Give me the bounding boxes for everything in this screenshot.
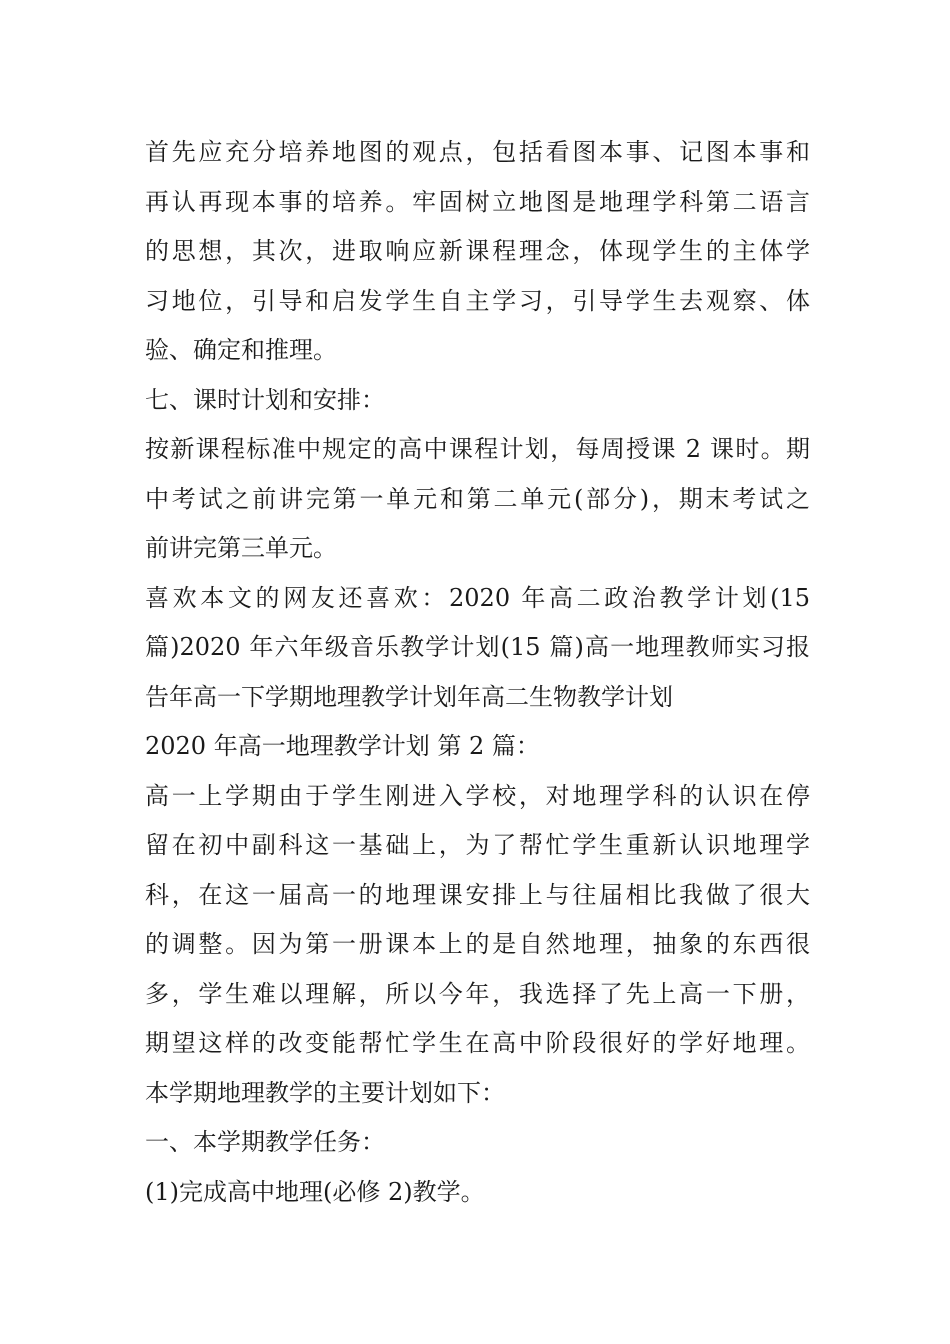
text-line: 的思想，其次，进取响应新课程理念，体现学生的主体学 — [145, 237, 810, 265]
article-heading: 2020 年高一地理教学计划 第 2 篇： — [145, 732, 540, 760]
text-line: 习地位，引导和启发学生自主学习，引导学生去观察、体 — [145, 286, 810, 315]
document-body — [145, 128, 810, 1217]
text-line: 验、确定和推理。 — [145, 336, 337, 364]
section-heading: 七、课时计划和安排： — [145, 385, 385, 414]
text-line: 中考试之前讲完第一单元和第二单元(部分)，期末考试之 — [145, 484, 810, 513]
text-line: (1)完成高中地理(必修 2)教学。 — [145, 1177, 485, 1206]
text-line: 首先应充分培养地图的观点，包括看图本事、记图本事和 — [145, 138, 810, 166]
text-line: 多，学生难以理解，所以今年，我选择了先上高一下册， — [145, 979, 810, 1008]
text-line: 告年高一下学期地理教学计划年高二生物教学计划 — [145, 682, 673, 711]
text-line: 再认再现本事的培养。牢固树立地图是地理学科第二语言 — [145, 187, 810, 216]
text-line: 期望这样的改变能帮忙学生在高中阶段很好的学好地理。 — [145, 1029, 810, 1057]
text-line: 前讲完第三单元。 — [145, 534, 337, 562]
text-line: 篇)2020 年六年级音乐教学计划(15 篇)高一地理教师实习报 — [145, 633, 810, 661]
text-line: 喜欢本文的网友还喜欢：2020 年高二政治教学计划(15 — [145, 583, 810, 612]
text-line: 本学期地理教学的主要计划如下： — [145, 1078, 505, 1107]
text-line: 按新课程标准中规定的高中课程计划，每周授课 2 课时。期 — [145, 435, 810, 463]
text-line: 高一上学期由于学生刚进入学校，对地理学科的认识在停 — [145, 781, 810, 810]
text-line: 留在初中副科这一基础上，为了帮忙学生重新认识地理学 — [145, 831, 810, 859]
text-line: 科，在这一届高一的地理课安排上与往届相比我做了很大 — [145, 880, 810, 909]
text-line: 的调整。因为第一册课本上的是自然地理，抽象的东西很 — [145, 930, 810, 958]
section-heading: 一、本学期教学任务： — [145, 1128, 385, 1156]
